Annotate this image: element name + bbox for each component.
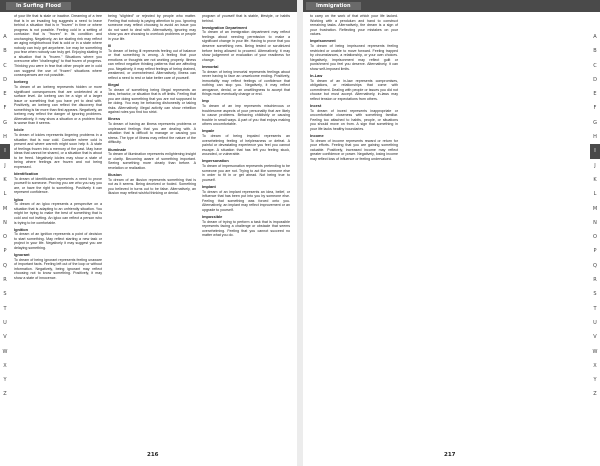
dictionary-entry xyxy=(310,74,398,102)
dictionary-entry xyxy=(14,172,102,195)
index-letter: C xyxy=(3,62,7,69)
right-page-column-1 xyxy=(310,14,398,164)
entry-definition: To dream of an in-law represents compromises, obligations, or relationships that come with commitment. Dealing with people or issues you did not choose but must accept. Alternatively, in-laws may reflect tension or expectations from others. xyxy=(310,78,398,101)
dictionary-entry xyxy=(202,159,290,182)
index-letter: Y xyxy=(3,377,7,384)
index-letter: T xyxy=(3,305,7,312)
entry-term: Ignorant xyxy=(14,252,30,258)
index-letter: R xyxy=(593,277,597,284)
index-letter: S xyxy=(3,291,7,298)
dictionary-entry xyxy=(202,99,290,127)
index-letter: N xyxy=(3,219,7,226)
index-letter: Z xyxy=(3,391,7,398)
dictionary-entry xyxy=(202,215,290,238)
book-spine xyxy=(297,0,303,466)
index-letter: Q xyxy=(3,262,7,269)
entry-definition: to carry on the work of that which your life lacked. Working with a pendulum and hand to construct remaining tasks. Alternatively, the dream is a sign of your frustration. Reflecting your mistakes on your values. xyxy=(310,14,398,37)
index-letter: U xyxy=(3,319,7,326)
index-letter: X xyxy=(3,362,7,369)
entry-definition: To dream of an ignition represents a point of decision to start something. May reflect starting a new task or project in your life. Negatively it may suggest you are delaying something. xyxy=(14,232,102,250)
index-letter: O xyxy=(3,234,7,241)
index-letter: M xyxy=(2,205,8,212)
index-letter: J xyxy=(594,162,596,169)
index-letter: R xyxy=(3,277,7,284)
index-letter: P xyxy=(3,248,7,255)
dictionary-entry xyxy=(202,65,290,97)
dictionary-entry xyxy=(14,128,102,169)
index-letter: S xyxy=(593,291,597,298)
index-letter: V xyxy=(3,334,7,341)
entry-definition: To dream of being ignorant represents feeling unaware of important facts. Feeling left out of the loop or without information. Negatively, being ignorant may reflect choosing not to know something. Positively, it may show a state of innocence. xyxy=(14,257,102,281)
index-letter: O xyxy=(593,234,597,241)
entry-term: Illness xyxy=(108,116,121,122)
index-letter: G xyxy=(593,119,597,126)
entry-term: Implant xyxy=(202,183,216,189)
index-letter: F xyxy=(3,105,7,112)
entry-term: Ignition xyxy=(14,226,29,232)
dictionary-entry xyxy=(108,148,196,171)
entry-term: Iceberg xyxy=(14,79,28,85)
index-letter: T xyxy=(593,305,597,312)
index-letter: L xyxy=(3,191,7,198)
index-letter: I xyxy=(0,144,10,158)
entry-term: Incest xyxy=(310,102,322,108)
dictionary-entry xyxy=(310,14,398,37)
entry-definition: To dream of an imp represents mischievous or troublesome aspects of your personality that are likely to cause problems. Behaving childishly or causing trouble in small ways. A part of you that enjoys making others uncomfortable. xyxy=(202,104,290,127)
index-letter: D xyxy=(593,76,597,83)
entry-definition: To dream of identification represents a need to prove yourself to someone. Proving you are who you say you are, or have the right to something. Positively it can represent confidence. xyxy=(14,176,102,195)
entry-definition: To dream of impersonation represents pretending to be someone you are not. Trying to act like someone else in order to fit in or get ahead. Not being true to yourself. xyxy=(202,164,290,182)
running-head-label: Immigration xyxy=(306,2,361,10)
index-letter: Z xyxy=(593,391,597,398)
index-letter: K xyxy=(3,176,7,183)
dictionary-entry xyxy=(108,83,196,115)
alphabet-index-right xyxy=(590,30,600,402)
index-letter: W xyxy=(592,348,598,355)
index-letter: F xyxy=(593,105,597,112)
index-letter: V xyxy=(593,334,597,341)
entry-definition: To dream of being imprisoned represents feeling restricted or unable to move forward. Feeling trapped by circumstances, a relationship, or your own choices. Negatively, imprisonment may reflect guilt or punishment you feel you deserve. Alternatively, it can show self-imposed limits. xyxy=(310,44,398,71)
running-head-label: In Surfing Flood xyxy=(6,2,71,10)
entry-definition: To dream of icicles represents lingering problems in a situation that is now cold. Consider where cold is present and where warmth might soon help it. A state of feelings frozen into a memory of the past. May have ideas that cannot be shared, or a situation that is about to be freed. Negatively icicles may show a state of being where feelings are frozen and not being expressed. xyxy=(14,133,102,169)
entry-term: Imp xyxy=(202,98,209,104)
entry-definition: To dream of an igloo represents a perspective on a situation that is adapting to an unfriendly situation. You might be trying to make the best of something that is cold and not inviting. An igloo can reflect a person who is trying to be comfortable. xyxy=(14,202,102,225)
entry-term: In-Law xyxy=(310,72,323,78)
index-letter: B xyxy=(3,48,7,55)
entry-definition: being "slighted" or rejected by people who matter. Feeling that nobody is paying attention to you. Ignoring someone may reflect choosing to avoid an issue you do not want to deal with. Alternatively, ignoring may show you are choosing to overlook problems or people in your life. xyxy=(108,14,196,41)
left-page-column-3 xyxy=(202,14,290,240)
index-letter: L xyxy=(593,191,597,198)
index-letter: A xyxy=(593,34,597,40)
entry-term: Imprisonment xyxy=(310,38,336,44)
dictionary-entry xyxy=(14,14,102,78)
entry-definition: To dream of trying to perform a task that is impossible represents facing a challenge or obstacle that seems overwhelming. Feeling that you cannot succeed no matter what you do. xyxy=(202,219,290,238)
alphabet-index-left xyxy=(0,30,10,402)
index-letter: D xyxy=(3,76,7,83)
index-letter: P xyxy=(593,248,597,255)
entry-term: Ill xyxy=(108,42,112,48)
dictionary-entry xyxy=(310,134,398,162)
entry-term: Impossible xyxy=(202,213,223,219)
page-number-right: 217 xyxy=(444,452,456,458)
index-letter: H xyxy=(3,134,7,141)
left-page-column-2 xyxy=(108,14,196,198)
entry-term: Illuminate xyxy=(108,146,127,152)
index-letter: N xyxy=(593,219,597,226)
dictionary-entry xyxy=(202,26,290,63)
index-letter: G xyxy=(3,119,7,126)
dictionary-entry xyxy=(202,129,290,157)
index-letter: K xyxy=(593,176,597,183)
index-letter: U xyxy=(593,319,597,326)
index-letter: W xyxy=(2,348,8,355)
index-letter: Y xyxy=(593,377,597,384)
entry-definition: of your life that is stale or inactive. Dreaming of a tree that is in an invading fog suggests a need to leave behind a situation that is in "frozen" in time or where progress is not possible. Feeling cold in a setting of confusion that is "frozen" in its condition and unchanging. Negatively, an ice skating rink may reflect an aging neighborhood that is cold or in a state where nobody can truly get anywhere. Ice may be something you fear when nobody can truly get. Enjoying skating in a situation that is "frozen." Situations where you overcome after "challenging" to that frozen of progress. Thinking you were in fear that other people are in cold can suggest the use of "frozen" situations where consequences are not possible. xyxy=(14,14,102,78)
dictionary-entry xyxy=(108,14,196,41)
entry-definition: To dream of an iceberg represents hidden or more significant consequences that are undetected at a surface level. An iceberg can be a sign of a larger issue or something that you have yet to deal with. Positively, an iceberg can reflect the discovery that something is far more than first appears. Negatively, an iceberg may reflect the danger of ignoring problems. Alternatively, it may show a situation or a problem that is worse than it seems. xyxy=(14,84,102,126)
entry-definition: To dream of having an illness represents problems or unpleasant feelings that you are dealing with. A situation that is difficult to manage or causing you stress. The type of illness may reflect the nature of the difficulty. xyxy=(108,122,196,145)
dictionary-entry xyxy=(14,228,102,251)
dictionary-entry xyxy=(14,198,102,226)
entry-term: Immigration Department xyxy=(202,24,247,30)
entry-definition: To dream of an illusion represents something that is not as it seems. Being deceived or fooled. Something you believed in turns out to be false. Alternatively, an illusion may reflect wishful thinking or denial. xyxy=(108,177,196,196)
entry-term: Income xyxy=(310,132,324,138)
entry-definition: program of yourself that is stable, lifestyle, or habits behind. xyxy=(202,14,290,23)
running-head-left xyxy=(0,0,300,12)
index-letter: H xyxy=(593,134,597,141)
entry-definition: To dream of something being illegal represents an idea, behavior, or situation that is off limits. Feeling that you are doing something that you are not supposed to be doing. You may be behaving dishonestly or taking risks. Alternatively, illegal activity can show rebellion against rules you find too strict. xyxy=(108,87,196,115)
left-page-column-1 xyxy=(14,14,102,283)
dictionary-entry xyxy=(108,173,196,196)
entry-term: Illegal xyxy=(108,81,120,87)
page-number-left: 216 xyxy=(147,452,159,458)
entry-term: Impale xyxy=(202,128,215,134)
entry-definition: To dream of income represents reward or return for your efforts. Feeling that you are gaining something valuable. Positively, increased income may reflect greater confidence or power. Negatively, losing income may reflect loss of influence or feeling undervalued. xyxy=(310,138,398,161)
entry-definition: To dream of being immortal represents feelings about never having to face an unwelcome ending. Positively, immortality may reflect feelings of confidence that nothing can stop you. Negatively, it may reflect arrogance, denial, or an unwillingness to accept that things must eventually change or end. xyxy=(202,69,290,97)
entry-term: Identification xyxy=(14,171,39,177)
entry-term: Illusion xyxy=(108,172,122,177)
entry-definition: To dream of being impaled represents an overwhelming feeling of helplessness or defeat. A painful or devastating experience you feel you cannot escape. A situation that has left you feeling stuck, wounded, or vulnerable. xyxy=(202,134,290,157)
index-letter: X xyxy=(593,362,597,369)
entry-definition: To dream of incest represents inappropriate or uncomfortable closeness with something familiar. Feeling too attached to habits, people, or situations you should move on from. A sign that something in your life lacks healthy boundaries. xyxy=(310,108,398,131)
index-letter: E xyxy=(593,91,597,98)
index-letter: I xyxy=(590,144,600,158)
dictionary-entry xyxy=(108,44,196,81)
entry-term: Impersonation xyxy=(202,158,229,164)
dictionary-entry xyxy=(310,39,398,71)
entry-term: Igloo xyxy=(14,196,24,202)
running-head-right xyxy=(300,0,600,12)
entry-definition: To dream of being ill represents feeling out of balance or that something is wrong. A feeling that your emotions or thoughts are not working properly. Illness can reflect negative thinking patterns that are affecting you. Negatively, it may reflect feelings of being drained, weakened, or overwhelmed. Alternatively, illness can reflect a need to rest or take better care of yourself. xyxy=(108,48,196,80)
index-letter: C xyxy=(593,62,597,69)
entry-definition: To dream of an immigration department may reflect feelings about needing permission to make a significant change in your life. Having to prove that you deserve something new. Being tested or scrutinized before being allowed to proceed. Alternatively, it may show judgement or evaluation of your readiness for change. xyxy=(202,30,290,62)
dictionary-entry xyxy=(202,14,290,23)
index-letter: M xyxy=(592,205,598,212)
entry-term: Icicle xyxy=(14,127,24,133)
index-letter: B xyxy=(593,48,597,55)
dictionary-entry xyxy=(14,80,102,126)
entry-term: Immortal xyxy=(202,63,219,69)
dictionary-entry xyxy=(108,117,196,145)
index-letter: A xyxy=(3,34,7,40)
index-letter: Q xyxy=(593,262,597,269)
index-letter: E xyxy=(3,91,7,98)
dictionary-entry xyxy=(202,185,290,213)
dictionary-entry xyxy=(14,253,102,281)
index-letter: J xyxy=(4,162,6,169)
entry-definition: To dream of an implant represents an idea, belief, or influence that has been put into you by someone else. Feeling that something was forced onto you. Alternatively, an implant may reflect improvement or an upgrade to yourself. xyxy=(202,189,290,212)
dictionary-entry xyxy=(310,104,398,132)
entry-definition: To dream of illumination represents enlightening insight or clarity. Becoming aware of something important. Seeing something more clearly than before. A revelation or realization. xyxy=(108,152,196,170)
